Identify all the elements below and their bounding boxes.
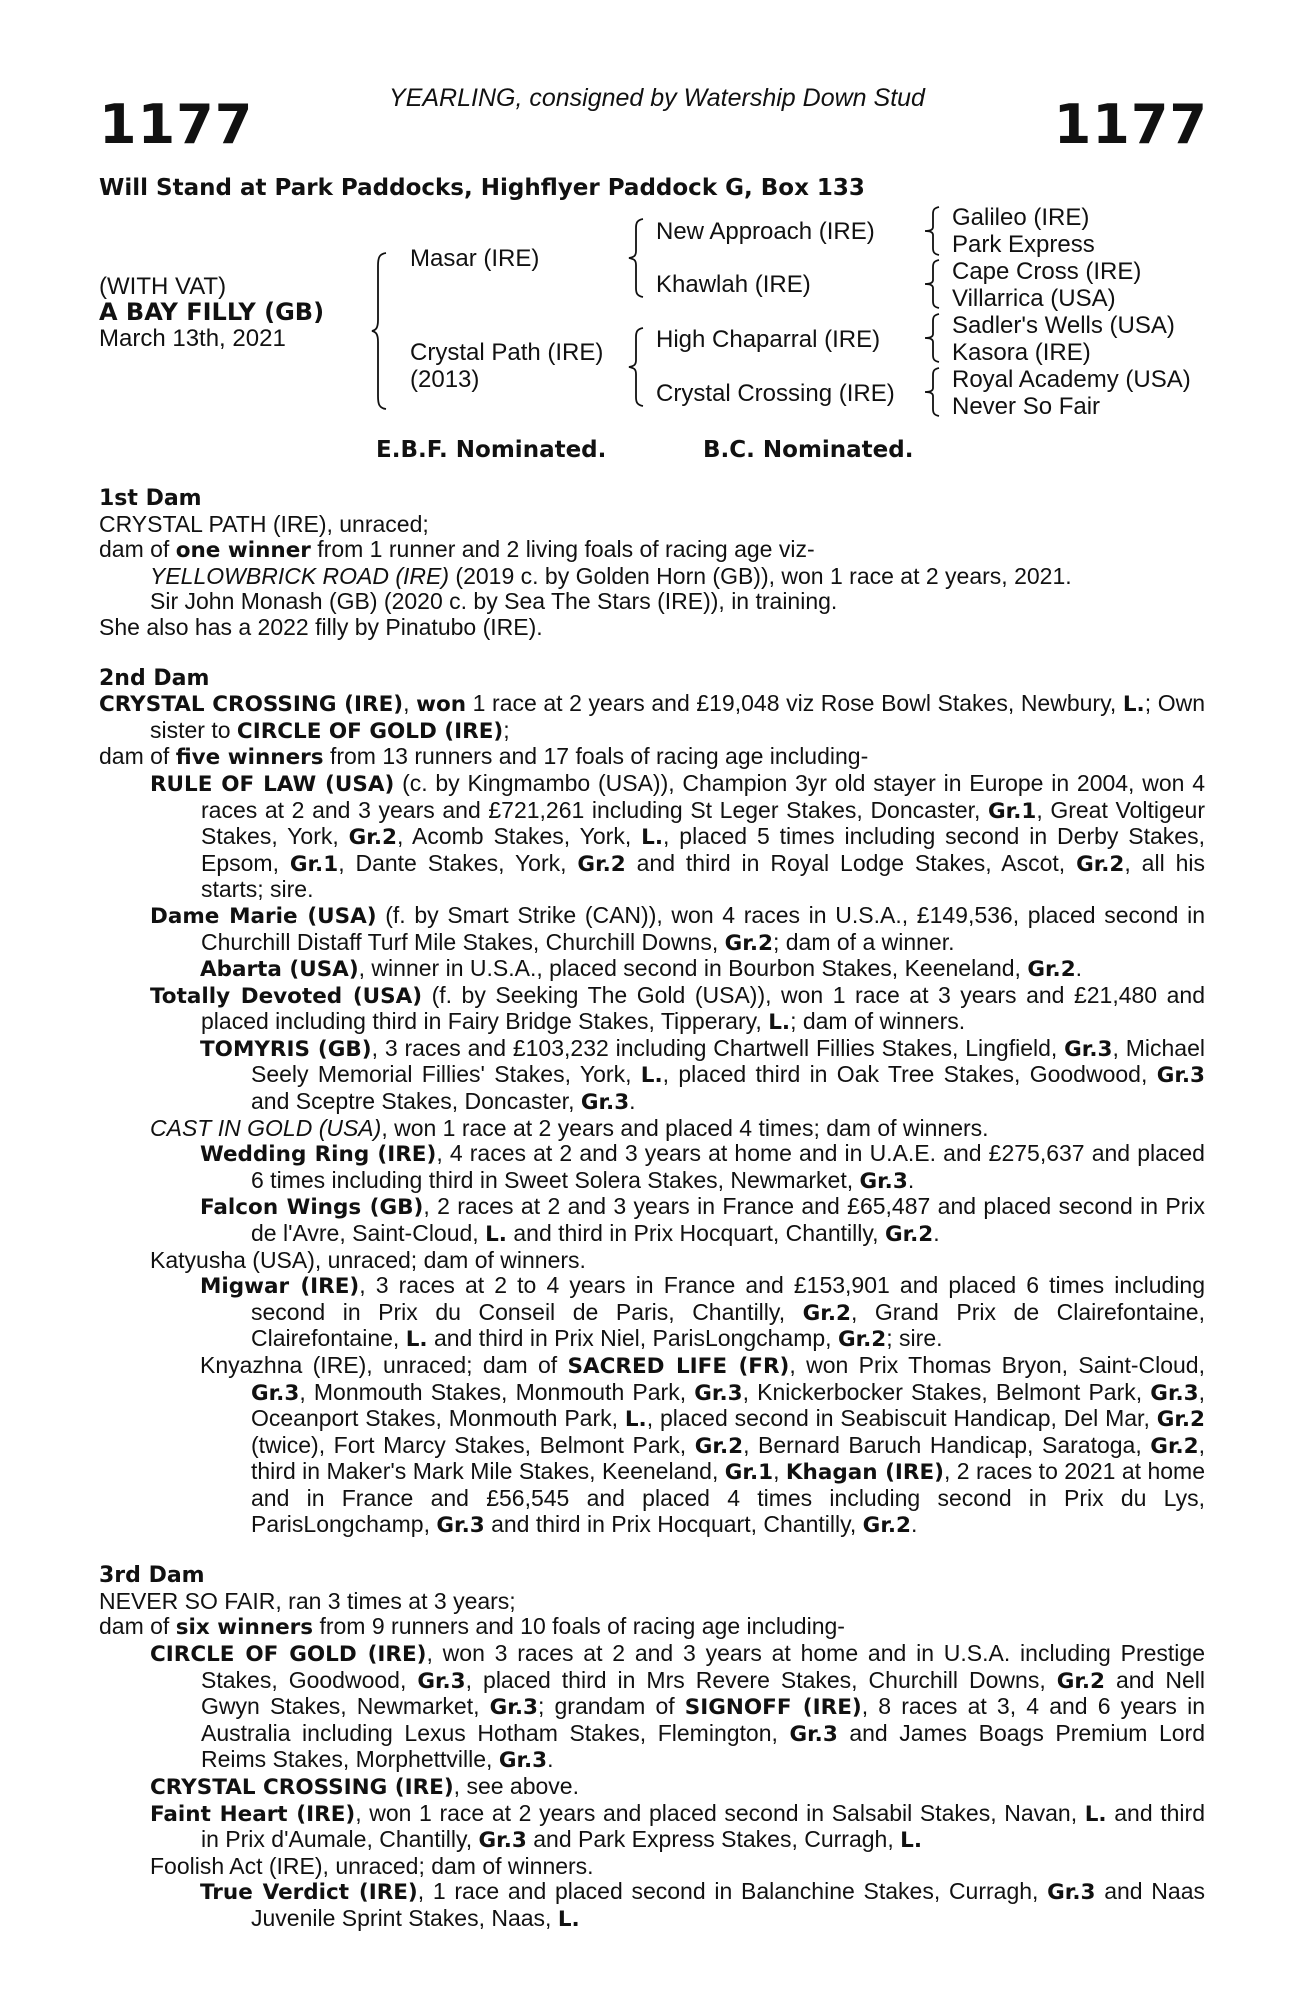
pedigree-sss: Galileo (IRE) <box>952 204 1090 231</box>
dam-sire: High Chaparral (IRE) <box>656 326 881 353</box>
pedigree-dds: Royal Academy (USA) <box>952 366 1191 393</box>
foaling-date: March 13th, 2021 <box>99 325 286 352</box>
pedigree-brace-3b <box>924 259 940 309</box>
pedigree-dss: Sadler's Wells (USA) <box>952 312 1175 339</box>
produce-entry: Totally Devoted (USA) (f. by Seeking The Gold (USA)), won 1 race at 3 years and £21,480 and placed including third in Fairy Bridge Stakes, Tipperary, L.; dam of winners. <box>150 981 1205 1036</box>
ebf-nomination: E.B.F. Nominated. <box>376 437 607 463</box>
pedigree-brace-3d <box>924 367 940 417</box>
pedigree-ssd: Park Express <box>952 231 1095 258</box>
produce-entry: Falcon Wings (GB), 2 races at 2 and 3 years in France and £65,487 and placed second in Prix de l'Avre, Saint-Cloud, L. and third in Prix Hocquart, Chantilly, Gr.2. <box>200 1193 1205 1248</box>
produce-entry: Wedding Ring (IRE), 4 races at 2 and 3 years at home and in U.A.E. and £275,637 and placed 6 times including third in Sweet Solera Stakes, Newmarket, Gr.3. <box>200 1140 1205 1194</box>
third-dam-title: 3rd Dam <box>99 1563 205 1589</box>
pedigree-ddd: Never So Fair <box>952 393 1101 420</box>
produce-entry: CAST IN GOLD (USA), won 1 race at 2 years and placed 4 times; dam of winners. <box>150 1114 989 1141</box>
pedigree-dsd: Kasora (IRE) <box>952 339 1091 366</box>
second-dam-entry: CRYSTAL CROSSING (IRE), won 1 race at 2 years and £19,048 viz Rose Bowl Stakes, Newbury, L.; Own sister to CIRCLE OF GOLD (IRE); <box>99 690 1206 744</box>
dam-year: (2013) <box>410 366 480 393</box>
first-dam-foal: Sir John Monash (GB) (2020 c. by Sea The Stars (IRE)), in training. <box>150 588 838 615</box>
sire-name: Masar (IRE) <box>410 245 540 272</box>
produce-entry: True Verdict (IRE), 1 race and placed second in Balanchine Stakes, Curragh, Gr.3 and Naas Juvenile Sprint Stakes, Naas, L. <box>200 1878 1205 1932</box>
second-dam-produce-summary: dam of five winners from 13 runners and 17 foals of racing age including- <box>99 743 869 771</box>
stand-location: Will Stand at Park Paddocks, Highflyer Paddock G, Box 133 <box>99 175 865 201</box>
vat-note: (WITH VAT) <box>99 273 227 300</box>
pedigree-sds: Cape Cross (IRE) <box>952 258 1142 285</box>
produce-entry: Abarta (USA), winner in U.S.A., placed second in Bourbon Stakes, Keeneland, Gr.2. <box>200 955 1083 983</box>
dam-name: Crystal Path (IRE) <box>410 339 604 366</box>
first-dam-produce-summary: dam of one winner from 1 runner and 2 living foals of racing age viz- <box>99 536 815 564</box>
lot-number-right: 1177 <box>1053 93 1208 156</box>
produce-entry: Knyazhna (IRE), unraced; dam of SACRED LIFE (FR), won Prix Thomas Bryon, Saint-Cloud, Gr.3, Monmouth Stakes, Monmouth Park, Gr.3, Knickerbocker Stakes, Belmont Park, Gr.3, Oceanport Stakes, Monmouth Park, L., placed second in Seabiscuit Handicap, Del Mar, Gr.2 (twice), Fort Marcy Stakes, Belmont Park, Gr.2, Bernard Baruch Handicap, Saratoga, Gr.2, third in Maker's Mark Mile Stakes, Keeneland, Gr.1, Khagan (IRE), 2 races to 2021 at home and in France and £56,545 and placed 4 times including second in Prix du Lys, ParisLongchamp, Gr.3 and third in Prix Hocquart, Chantilly, Gr.2. <box>200 1352 1206 1538</box>
lot-number-left: 1177 <box>99 93 254 156</box>
pedigree-brace-sire <box>628 218 644 298</box>
third-dam-line: NEVER SO FAIR, ran 3 times at 3 years; <box>99 1587 516 1614</box>
produce-entry: RULE OF LAW (USA) (c. by Kingmambo (USA)), Champion 3yr old stayer in Europe in 2004, won 4 races at 2 and 3 years and £721,261 including St Leger Stakes, Doncaster, Gr.1, Great Voltigeur Stakes, York, Gr.2, Acomb Stakes, York, L., placed 5 times including second in Derby Stakes, Epsom, Gr.1, Dante Stakes, York, Gr.2 and third in Royal Lodge Stakes, Ascot, Gr.2, all his starts; sire. <box>150 769 1205 903</box>
produce-entry: TOMYRIS (GB), 3 races and £103,232 including Chartwell Fillies Stakes, Lingfield, Gr.3, Michael Seely Memorial Fillies' Stakes, York, L., placed third in Oak Tree Stakes, Goodwood, Gr.3 and Sceptre Stakes, Doncaster, Gr.3. <box>200 1034 1205 1116</box>
sire-sire: New Approach (IRE) <box>656 218 875 245</box>
pedigree-brace-3a <box>924 206 940 256</box>
first-dam-foal: YELLOWBRICK ROAD (IRE) (2019 c. by Golden Horn (GB)), won 1 race at 2 years, 2021. <box>150 562 1072 589</box>
pedigree-brace-main <box>371 252 387 410</box>
pedigree-brace-dam <box>628 327 644 407</box>
second-dam-title: 2nd Dam <box>99 665 210 691</box>
produce-entry: Dame Marie (USA) (f. by Smart Strike (CAN)), won 4 races in U.S.A., £149,536, placed second in Churchill Distaff Turf Mile Stakes, Churchill Downs, Gr.2; dam of a winner. <box>150 901 1205 956</box>
horse-name: A BAY FILLY (GB) <box>99 298 325 326</box>
first-dam-title: 1st Dam <box>99 486 202 511</box>
consignment-line: YEARLING, consigned by Watership Down Stud <box>389 84 925 112</box>
produce-entry: Faint Heart (IRE), won 1 race at 2 years and placed second in Salsabil Stakes, Navan, L. and third in Prix d'Aumale, Chantilly, Gr.3 and Park Express Stakes, Curragh, L. <box>150 1799 1205 1854</box>
pedigree-brace-3c <box>924 313 940 363</box>
produce-entry: CRYSTAL CROSSING (IRE), see above. <box>150 1772 579 1800</box>
bc-nomination: B.C. Nominated. <box>703 437 914 463</box>
first-dam-line: CRYSTAL PATH (IRE), unraced; <box>99 510 429 537</box>
catalogue-text <box>99 486 1205 1932</box>
sire-dam: Khawlah (IRE) <box>656 271 811 298</box>
first-dam-note: She also has a 2022 filly by Pinatubo (IRE). <box>99 613 543 640</box>
third-dam-produce-summary: dam of six winners from 9 runners and 10 foals of racing age including- <box>99 1613 845 1641</box>
dam-dam: Crystal Crossing (IRE) <box>656 380 895 407</box>
produce-entry: Katyusha (USA), unraced; dam of winners. <box>150 1246 586 1273</box>
produce-entry: Migwar (IRE), 3 races at 2 to 4 years in France and £153,901 and placed 6 times including second in Prix du Conseil de Paris, Chantilly, Gr.2, Grand Prix de Clairefontaine, Clairefontaine, L. and third in Prix Niel, ParisLongchamp, Gr.2; sire. <box>200 1272 1205 1353</box>
produce-entry: CIRCLE OF GOLD (IRE), won 3 races at 2 and 3 years at home and in U.S.A. including Prestige Stakes, Goodwood, Gr.3, placed third in Mrs Revere Stakes, Churchill Downs, Gr.2 and Nell Gwyn Stakes, Newmarket, Gr.3; grandam of SIGNOFF (IRE), 8 races at 3, 4 and 6 years in Australia including Lexus Hotham Stakes, Flemington, Gr.3 and James Boags Premium Lord Reims Stakes, Morphettville, Gr.3. <box>150 1639 1206 1774</box>
pedigree-sdd: Villarrica (USA) <box>952 285 1116 312</box>
produce-entry: Foolish Act (IRE), unraced; dam of winners. <box>150 1852 594 1879</box>
